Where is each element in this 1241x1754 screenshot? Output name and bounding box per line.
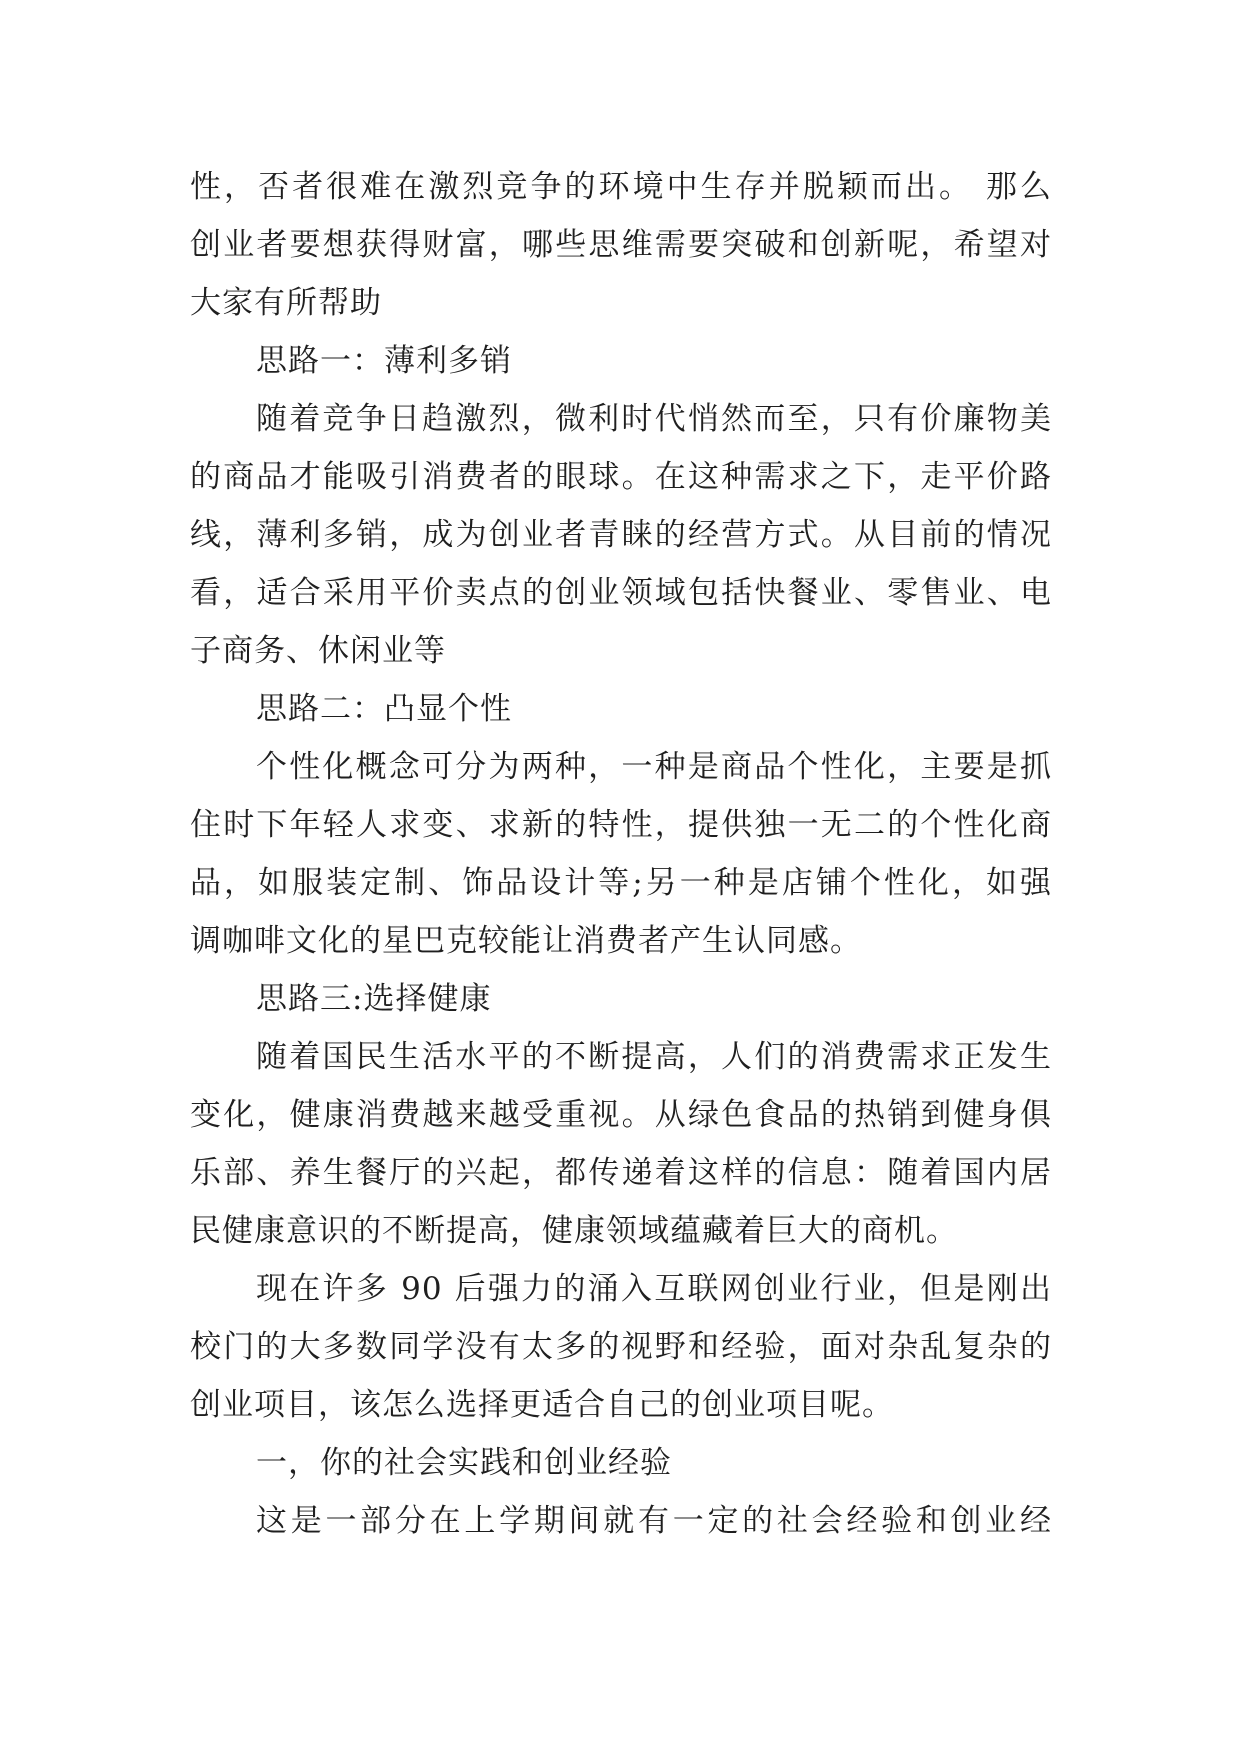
text-line: 住时下年轻人求变、求新的特性，提供独一无二的个性化商 [190, 807, 1052, 843]
text-line: 随着竞争日趋激烈，微利时代悄然而至，只有价廉物美 [256, 401, 1052, 437]
document-body [190, 158, 1052, 1550]
text-line: 个性化概念可分为两种，一种是商品个性化，主要是抓 [256, 749, 1052, 785]
text-line: 性，否者很难在激烈竞争的环境中生存并脱颖而出。 那么 [190, 169, 1052, 205]
text-line: 大家有所帮助 [190, 285, 382, 321]
text-line: 校门的大多数同学没有太多的视野和经验，面对杂乱复杂的 [190, 1329, 1052, 1365]
section-heading: 思路一：薄利多销 [256, 343, 512, 379]
text-line: 这是一部分在上学期间就有一定的社会经验和创业经 [256, 1503, 1052, 1539]
section-heading: 一，你的社会实践和创业经验 [256, 1445, 672, 1481]
text-line: 子商务、休闲业等 [190, 633, 446, 669]
text-line: 品，如服装定制、饰品设计等;另一种是店铺个性化，如强 [190, 865, 1052, 901]
text-line: 创业者要想获得财富，哪些思维需要突破和创新呢，希望对 [190, 227, 1052, 263]
text-line: 现在许多 90 后强力的涌入互联网创业行业，但是刚出 [256, 1271, 1052, 1307]
text-line: 民健康意识的不断提高，健康领域蕴藏着巨大的商机。 [190, 1213, 958, 1249]
text-line: 乐部、养生餐厅的兴起，都传递着这样的信息：随着国内居 [190, 1155, 1052, 1191]
text-line: 的商品才能吸引消费者的眼球。在这种需求之下，走平价路 [190, 459, 1052, 495]
section-heading: 思路三:选择健康 [256, 981, 492, 1017]
section-heading: 思路二：凸显个性 [256, 691, 512, 727]
text-line: 线，薄利多销，成为创业者青睐的经营方式。从目前的情况 [190, 517, 1052, 553]
text-line: 创业项目，该怎么选择更适合自己的创业项目呢。 [190, 1387, 894, 1423]
text-line: 看，适合采用平价卖点的创业领域包括快餐业、零售业、电 [190, 575, 1052, 611]
text-line: 变化，健康消费越来越受重视。从绿色食品的热销到健身俱 [190, 1097, 1052, 1133]
text-line: 随着国民生活水平的不断提高，人们的消费需求正发生 [256, 1039, 1052, 1075]
text-line: 调咖啡文化的星巴克较能让消费者产生认同感。 [190, 923, 862, 959]
